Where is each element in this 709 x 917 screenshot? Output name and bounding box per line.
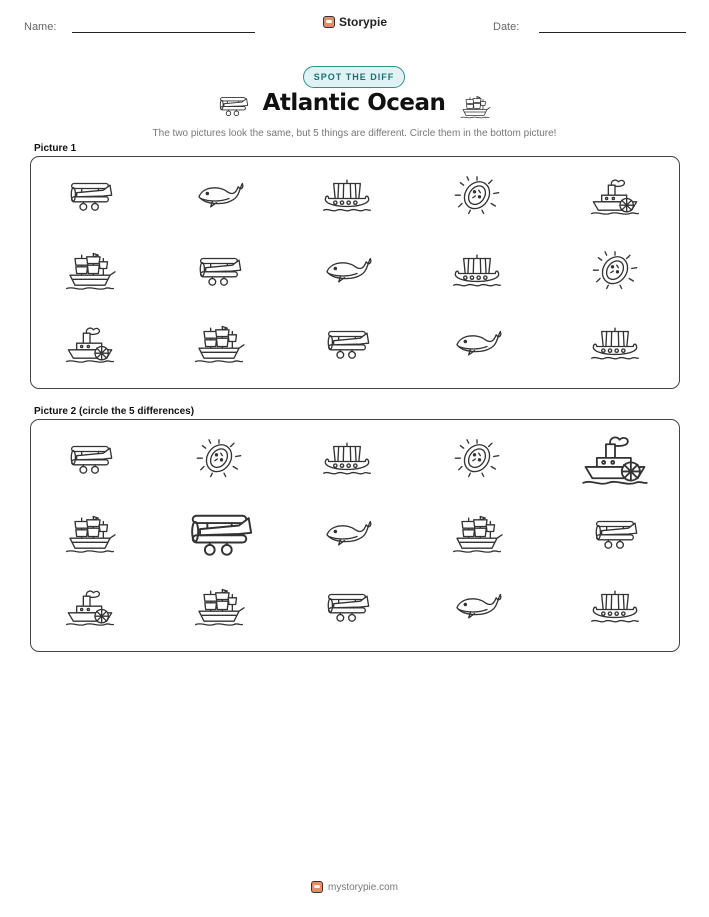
galleon-icon bbox=[65, 514, 115, 554]
picture-item-whale bbox=[452, 324, 502, 364]
picture-item-microbe[interactable] bbox=[194, 439, 244, 479]
picture-item-galleon bbox=[65, 251, 115, 291]
viking-ship-icon bbox=[590, 324, 640, 364]
picture-item-whale bbox=[194, 176, 244, 216]
steamboat-icon bbox=[590, 176, 640, 216]
biplane-icon bbox=[216, 93, 250, 119]
brand-name: Storypie bbox=[339, 15, 388, 29]
picture-item-biplane[interactable] bbox=[183, 505, 256, 563]
viking-ship-icon bbox=[322, 176, 372, 216]
footer-url[interactable]: mystorypie.com bbox=[327, 881, 398, 893]
picture2-frame bbox=[30, 419, 680, 652]
picture-item-biplane bbox=[322, 324, 372, 364]
title-icon-left bbox=[216, 92, 250, 120]
viking-ship-icon bbox=[452, 251, 502, 291]
picture-item-steamboat bbox=[65, 324, 115, 364]
biplane-icon bbox=[65, 176, 115, 216]
name-label: Name: bbox=[24, 21, 57, 33]
microbe-icon bbox=[452, 439, 502, 479]
picture-item-viking-ship[interactable] bbox=[590, 587, 640, 627]
biplane-icon bbox=[183, 505, 256, 563]
steamboat-icon bbox=[65, 324, 115, 364]
picture-item-biplane[interactable] bbox=[65, 439, 115, 479]
picture1-frame bbox=[30, 156, 680, 389]
date-label: Date: bbox=[493, 21, 520, 33]
biplane-icon bbox=[322, 324, 372, 364]
picture-item-microbe bbox=[452, 176, 502, 216]
picture-item-galleon[interactable] bbox=[452, 514, 502, 554]
picture-item-steamboat[interactable] bbox=[65, 587, 115, 627]
title-icon-right bbox=[460, 92, 490, 122]
viking-ship-icon bbox=[590, 587, 640, 627]
picture-item-steamboat[interactable] bbox=[581, 432, 649, 486]
picture-item-biplane bbox=[65, 176, 115, 216]
picture-item-biplane bbox=[194, 251, 244, 291]
picture-item-galleon bbox=[194, 324, 244, 364]
picture-item-biplane[interactable] bbox=[590, 514, 640, 554]
picture-item-biplane[interactable] bbox=[322, 587, 372, 627]
date-line[interactable] bbox=[539, 32, 686, 33]
footer bbox=[0, 881, 709, 893]
steamboat-icon bbox=[65, 587, 115, 627]
picture-item-viking-ship bbox=[452, 251, 502, 291]
picture-item-galleon[interactable] bbox=[194, 587, 244, 627]
biplane-icon bbox=[194, 251, 244, 291]
whale-icon bbox=[322, 251, 372, 291]
whale-icon bbox=[194, 176, 244, 216]
picture-item-viking-ship bbox=[322, 176, 372, 216]
galleon-icon bbox=[460, 95, 490, 119]
galleon-icon bbox=[65, 251, 115, 291]
picture-item-microbe[interactable] bbox=[452, 439, 502, 479]
storypie-logo-icon bbox=[323, 16, 335, 28]
picture-item-whale[interactable] bbox=[452, 587, 502, 627]
whale-icon bbox=[322, 514, 372, 554]
page-title: Atlantic Ocean bbox=[262, 90, 446, 116]
name-line[interactable] bbox=[72, 32, 255, 33]
picture-item-microbe bbox=[590, 251, 640, 291]
picture-item-steamboat bbox=[590, 176, 640, 216]
steamboat-icon bbox=[581, 432, 649, 486]
microbe-icon bbox=[194, 439, 244, 479]
galleon-icon bbox=[452, 514, 502, 554]
picture-item-viking-ship[interactable] bbox=[322, 439, 372, 479]
viking-ship-icon bbox=[322, 439, 372, 479]
spot-the-diff-badge: SPOT THE DIFF bbox=[303, 66, 405, 88]
picture-item-whale[interactable] bbox=[322, 514, 372, 554]
microbe-icon bbox=[590, 251, 640, 291]
whale-icon bbox=[452, 324, 502, 364]
storypie-logo-icon bbox=[311, 881, 323, 893]
biplane-icon bbox=[322, 587, 372, 627]
biplane-icon bbox=[65, 439, 115, 479]
picture2-label: Picture 2 (circle the 5 differences) bbox=[34, 406, 195, 417]
picture-item-viking-ship bbox=[590, 324, 640, 364]
galleon-icon bbox=[194, 587, 244, 627]
galleon-icon bbox=[194, 324, 244, 364]
picture-item-galleon[interactable] bbox=[65, 514, 115, 554]
instructions: The two pictures look the same, but 5 things are different. Circle them in the bottom picture! bbox=[152, 128, 557, 139]
biplane-icon bbox=[590, 514, 640, 554]
picture-item-whale bbox=[322, 251, 372, 291]
brand bbox=[323, 15, 387, 29]
microbe-icon bbox=[452, 176, 502, 216]
picture1-label: Picture 1 bbox=[34, 143, 77, 154]
whale-icon bbox=[452, 587, 502, 627]
